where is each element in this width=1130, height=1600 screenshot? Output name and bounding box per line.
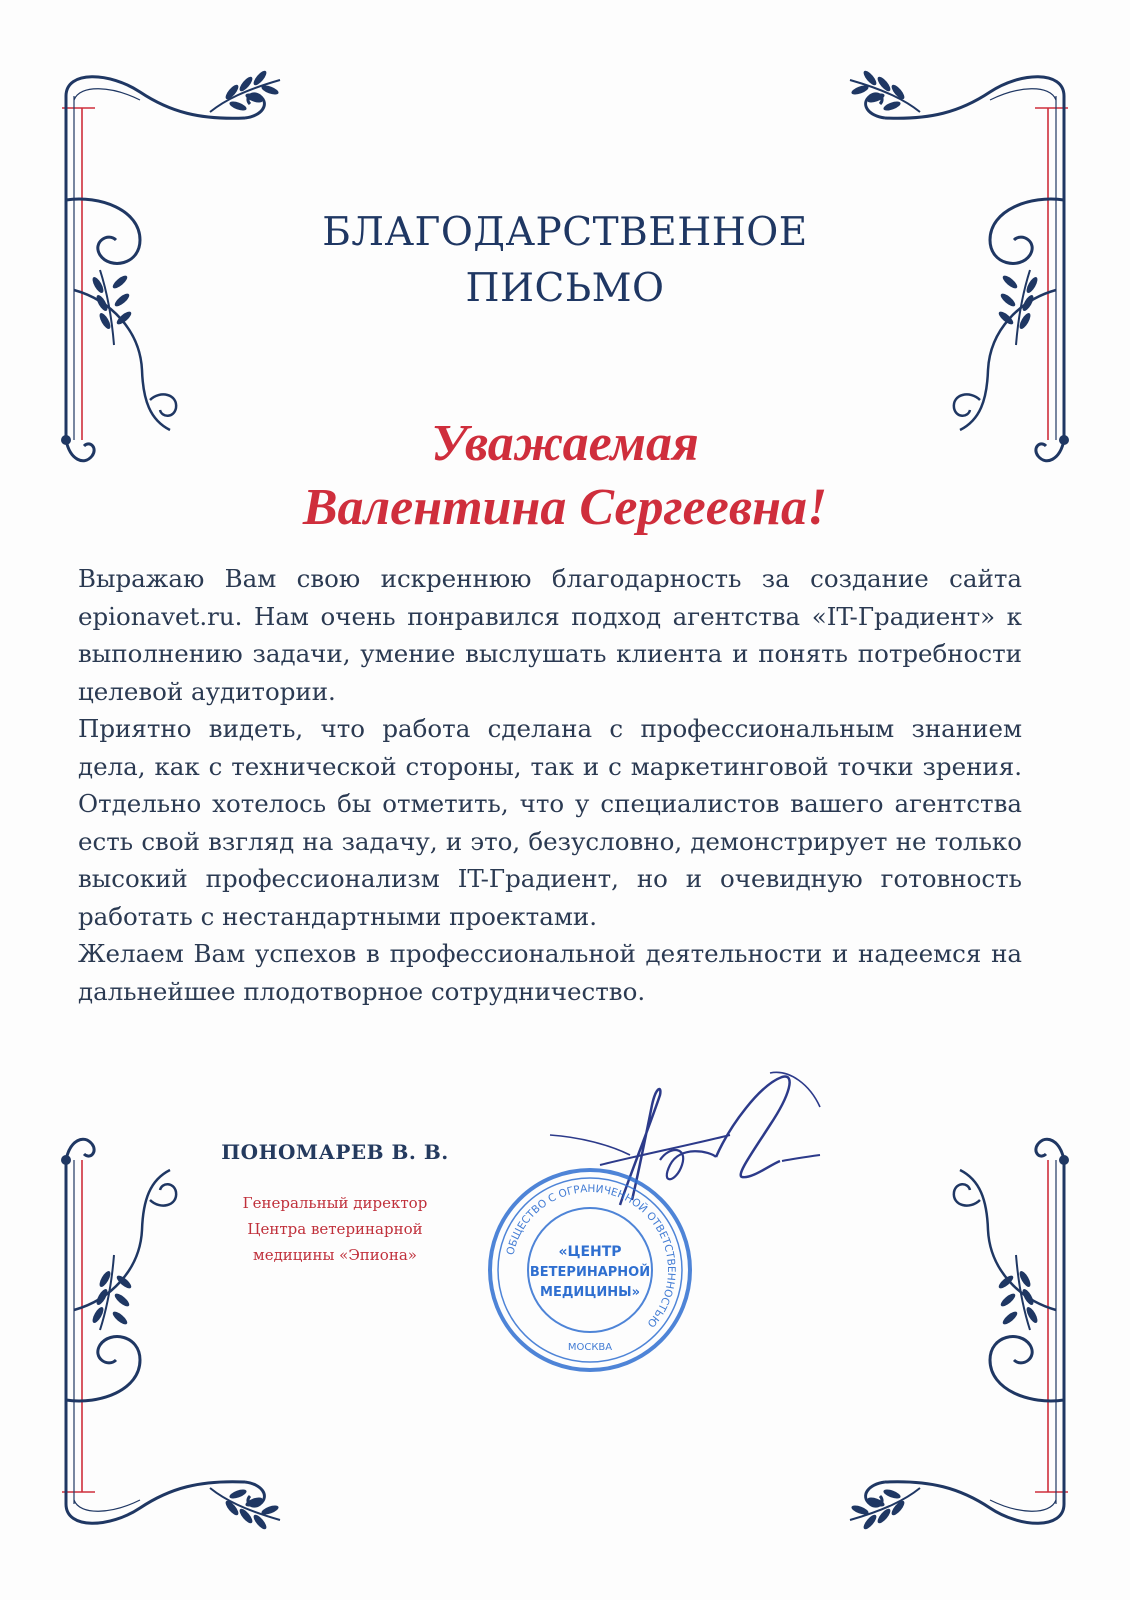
signer-role-line-3: медицины «Эпиона» <box>253 1246 417 1264</box>
signer-role-line-2: Центра ветеринарной <box>247 1220 423 1238</box>
signer-name: ПОНОМАРЕВ В. В. <box>221 1140 449 1164</box>
salutation-line-2: Валентина Сергеевна! <box>302 479 828 536</box>
stamp-city: МОСКВА <box>567 1342 613 1353</box>
body-paragraph-3: Желаем Вам успехов в профессиональной деятельности и надеемся на дальнейшее плодотворное сотрудничество. <box>78 939 1022 1006</box>
stamp-center-line-3: МЕДИЦИНЫ» <box>540 1285 640 1300</box>
body-paragraph-2: Приятно видеть, что работа сделана с профессиональным знанием дела, как с технической стороны, так и с маркетинговой точки зрения. Отдельно хотелось бы отметить, что у специалистов вашего агентства есть свой взгляд на задачу, и это, безусловно, демонстрирует не только высокий профессионализм IT-Градиент, но и очевидную готовность работать с нестандартными проектами. <box>78 714 1022 931</box>
signer-role-line-1: Генеральный директор <box>242 1194 428 1212</box>
stamp-center-line-2: ВЕТЕРИНАРНОЙ <box>529 1265 651 1280</box>
letter-title <box>0 205 1130 317</box>
salutation-line-1: Уважаемая <box>431 415 699 472</box>
title-line-1: БЛАГОДАРСТВЕННОЕ <box>322 210 808 255</box>
signer-role <box>195 1190 475 1268</box>
letter-body <box>78 560 1022 1010</box>
salutation <box>0 412 1130 540</box>
title-line-2: ПИСЬМО <box>465 266 665 311</box>
stamp-center-line-1: «ЦЕНТР <box>558 1244 622 1260</box>
stamp-ring-text: ОБЩЕСТВО С ОГРАНИЧЕННОЙ ОТВЕТСТВЕННОСТЬЮ <box>504 1182 678 1330</box>
company-stamp <box>480 1160 700 1380</box>
body-paragraph-1: Выражаю Вам свою искреннюю благодарность за создание сайта epionavet.ru. Нам очень понравился подход агентства «IT-Градиент» к выполнению задачи, умение выслушать клиента и понять потребности целевой аудитории. <box>78 564 1022 706</box>
